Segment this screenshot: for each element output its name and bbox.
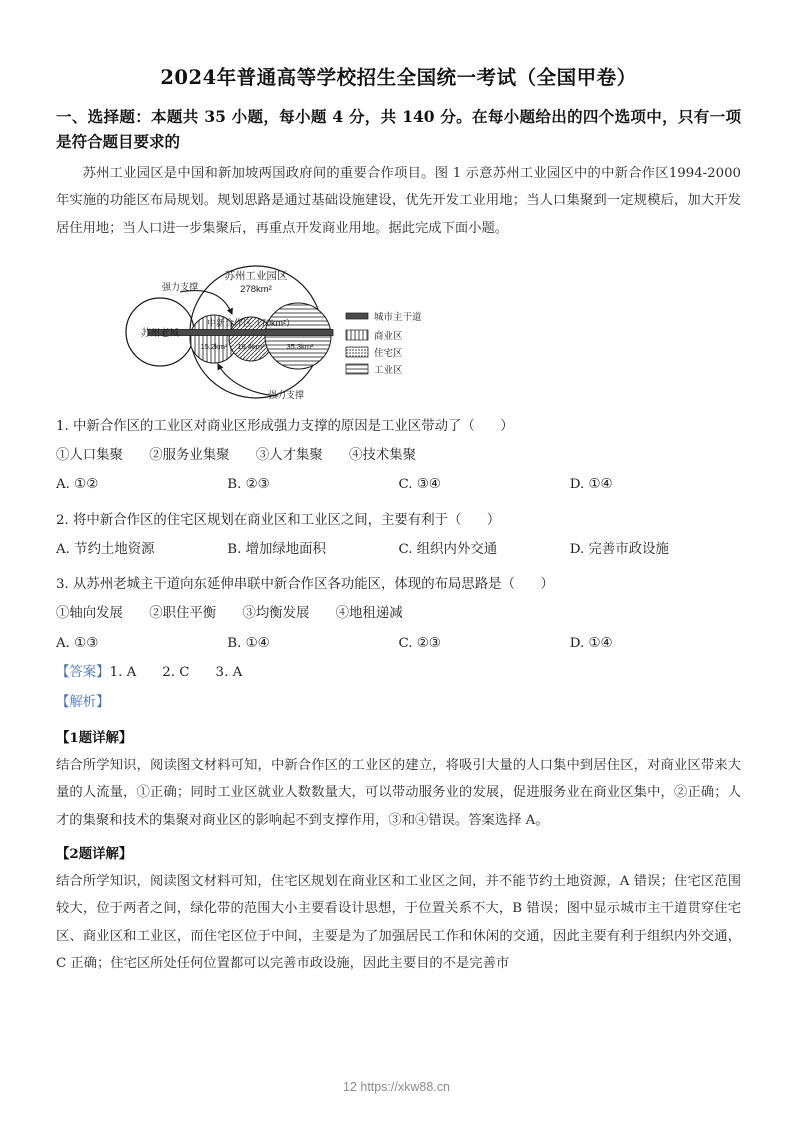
question-1 xyxy=(56,412,741,500)
subitem: ①人口集聚 xyxy=(56,448,123,464)
detail-2-heading: 【2题详解】 xyxy=(56,845,133,862)
subitem: ④技术集聚 xyxy=(349,448,416,464)
option-d[interactable]: D. 完善市政设施 xyxy=(569,541,669,557)
zone-industrial xyxy=(265,303,331,369)
question-2-options xyxy=(56,535,741,564)
label-area-industrial: 35.3km² xyxy=(286,341,314,351)
legend-label-road: 城市主干道 xyxy=(374,311,422,323)
analysis-tag-line xyxy=(56,688,741,718)
answer-item-1: 1. A xyxy=(109,664,137,680)
label-park-area: 278km² xyxy=(240,283,272,295)
label-area-commercial: 15.2km² xyxy=(200,341,228,351)
page-title: 2024年普通高等学校招生全国统一考试（全国甲卷） xyxy=(160,66,637,89)
legend-label-commercial: 商业区 xyxy=(374,330,403,342)
figure-1 xyxy=(56,256,741,406)
subitem: ③人才集聚 xyxy=(255,448,323,464)
answer-item-3: 3. A xyxy=(215,664,243,680)
option-b[interactable]: B. 增加绿地面积 xyxy=(227,541,326,557)
option-b[interactable]: B. ①④ xyxy=(227,635,270,651)
label-area-residential: 16.4km² xyxy=(237,341,265,351)
option-d[interactable]: D. ①④ xyxy=(569,477,613,493)
detail-2-text: 结合所学知识，阅读图文材料可知，住宅区规划在商业区和工业区之间，并不能节约土地资源，A 错误；住宅区范围较大，位于两者之间，绿化带的范围大小主要看设计思想，于位置关系不大，B 错误；图中显示城市主干道贯穿住宅区、商业区和工业区，而住宅区位于中间，主要是为了加强居民工作和休闲的交通，因此主要有利于组织内外交通，C 正确；住宅区所处任何位置都可以完善市政设施，因此主要目的不是完善市 xyxy=(56,874,741,971)
subitem: ②职住平衡 xyxy=(149,606,217,622)
question-1-subitems xyxy=(56,441,741,470)
subitem: ③均衡发展 xyxy=(242,606,310,622)
question-3 xyxy=(56,570,741,658)
legend-label-industrial: 工业区 xyxy=(374,364,403,376)
legend-label-residential: 住宅区 xyxy=(374,347,403,359)
detail-1-heading: 【1题详解】 xyxy=(56,730,133,747)
support-arrow-top xyxy=(180,291,232,314)
answer-tag: 【答案】 xyxy=(56,664,110,680)
figure-canvas xyxy=(118,256,438,406)
detail-1-text: 结合所学知识，阅读图文材料可知，中新合作区的工业区的建立，将吸引大量的人口集中到居住区，对商业区带来大量的人流量，①正确；同时工业区就业人数数量大，可以带动服务业的发展，促进服务业在商业区集中，②正确；人才的集聚和技术的集聚对商业区的影响起不到支撑作用，③和④错误。答案选择 A。 xyxy=(56,758,741,828)
question-3-stem: 3. 从苏州老城主干道向东延伸串联中新合作区各功能区，体现的布局思路是（ ） xyxy=(56,577,554,593)
subitem: ④地租递减 xyxy=(335,606,403,622)
label-support-bottom: 强力支撑 xyxy=(267,389,305,400)
legend-swatch-residential xyxy=(346,347,368,357)
label-old-city: 苏州老城 xyxy=(140,327,180,339)
label-support-top: 强力支撑 xyxy=(161,281,199,292)
analysis-tag: 【解析】 xyxy=(56,694,110,710)
question-2 xyxy=(56,506,741,564)
legend-swatch-road xyxy=(346,313,368,319)
page-footer: 12 https://xkw88.cn xyxy=(342,1080,450,1094)
label-industrial-park: 苏州工业园区 xyxy=(224,269,288,282)
legend-swatch-industrial xyxy=(346,364,368,374)
subitem: ①轴向发展 xyxy=(56,606,123,622)
option-d[interactable]: D. ①④ xyxy=(569,635,613,651)
question-2-stem: 2. 将中新合作区的住宅区规划在商业区和工业区之间，主要有利于（ ） xyxy=(56,512,501,528)
section-heading: 一、选择题：本题共 35 小题，每小题 4 分，共 140 分。在每小题给出的四个选项中，只有一项是符合题目要求的 xyxy=(56,107,741,152)
figure-legend xyxy=(346,311,422,376)
option-c[interactable]: C. ③④ xyxy=(398,477,441,493)
option-a[interactable]: A. ①② xyxy=(56,477,99,493)
option-b[interactable]: B. ②③ xyxy=(227,477,270,493)
answer-line xyxy=(56,658,741,688)
question-3-subitems xyxy=(56,599,741,628)
question-1-stem: 1. 中新合作区的工业区对商业区形成强力支撑的原因是工业区带动了（ ） xyxy=(56,418,514,434)
option-a[interactable]: A. ①③ xyxy=(56,635,99,651)
option-c[interactable]: C. ②③ xyxy=(398,635,441,651)
subitem: ②服务业集聚 xyxy=(149,448,230,464)
question-1-options xyxy=(56,470,741,499)
option-a[interactable]: A. 节约土地资源 xyxy=(56,541,155,557)
legend-swatch-commercial xyxy=(346,330,368,340)
question-3-options xyxy=(56,629,741,658)
label-cooperation-zone: 中新合作区（70km²） xyxy=(206,317,296,328)
option-c[interactable]: C. 组织内外交通 xyxy=(398,541,498,557)
answer-item-2: 2. C xyxy=(162,664,190,680)
intro-paragraph: 苏州工业园区是中国和新加坡两国政府间的重要合作项目。图 1 示意苏州工业园区中的中新合作区1994-2000 年实施的功能区布局规划。规划思路是通过基础设施建设，优先开发工业用地；当人口集聚到一定规模后，加大开发居住用地；当人口进一步集聚后，再重点开发商业用地。据此完成下面小题。 xyxy=(56,166,741,236)
